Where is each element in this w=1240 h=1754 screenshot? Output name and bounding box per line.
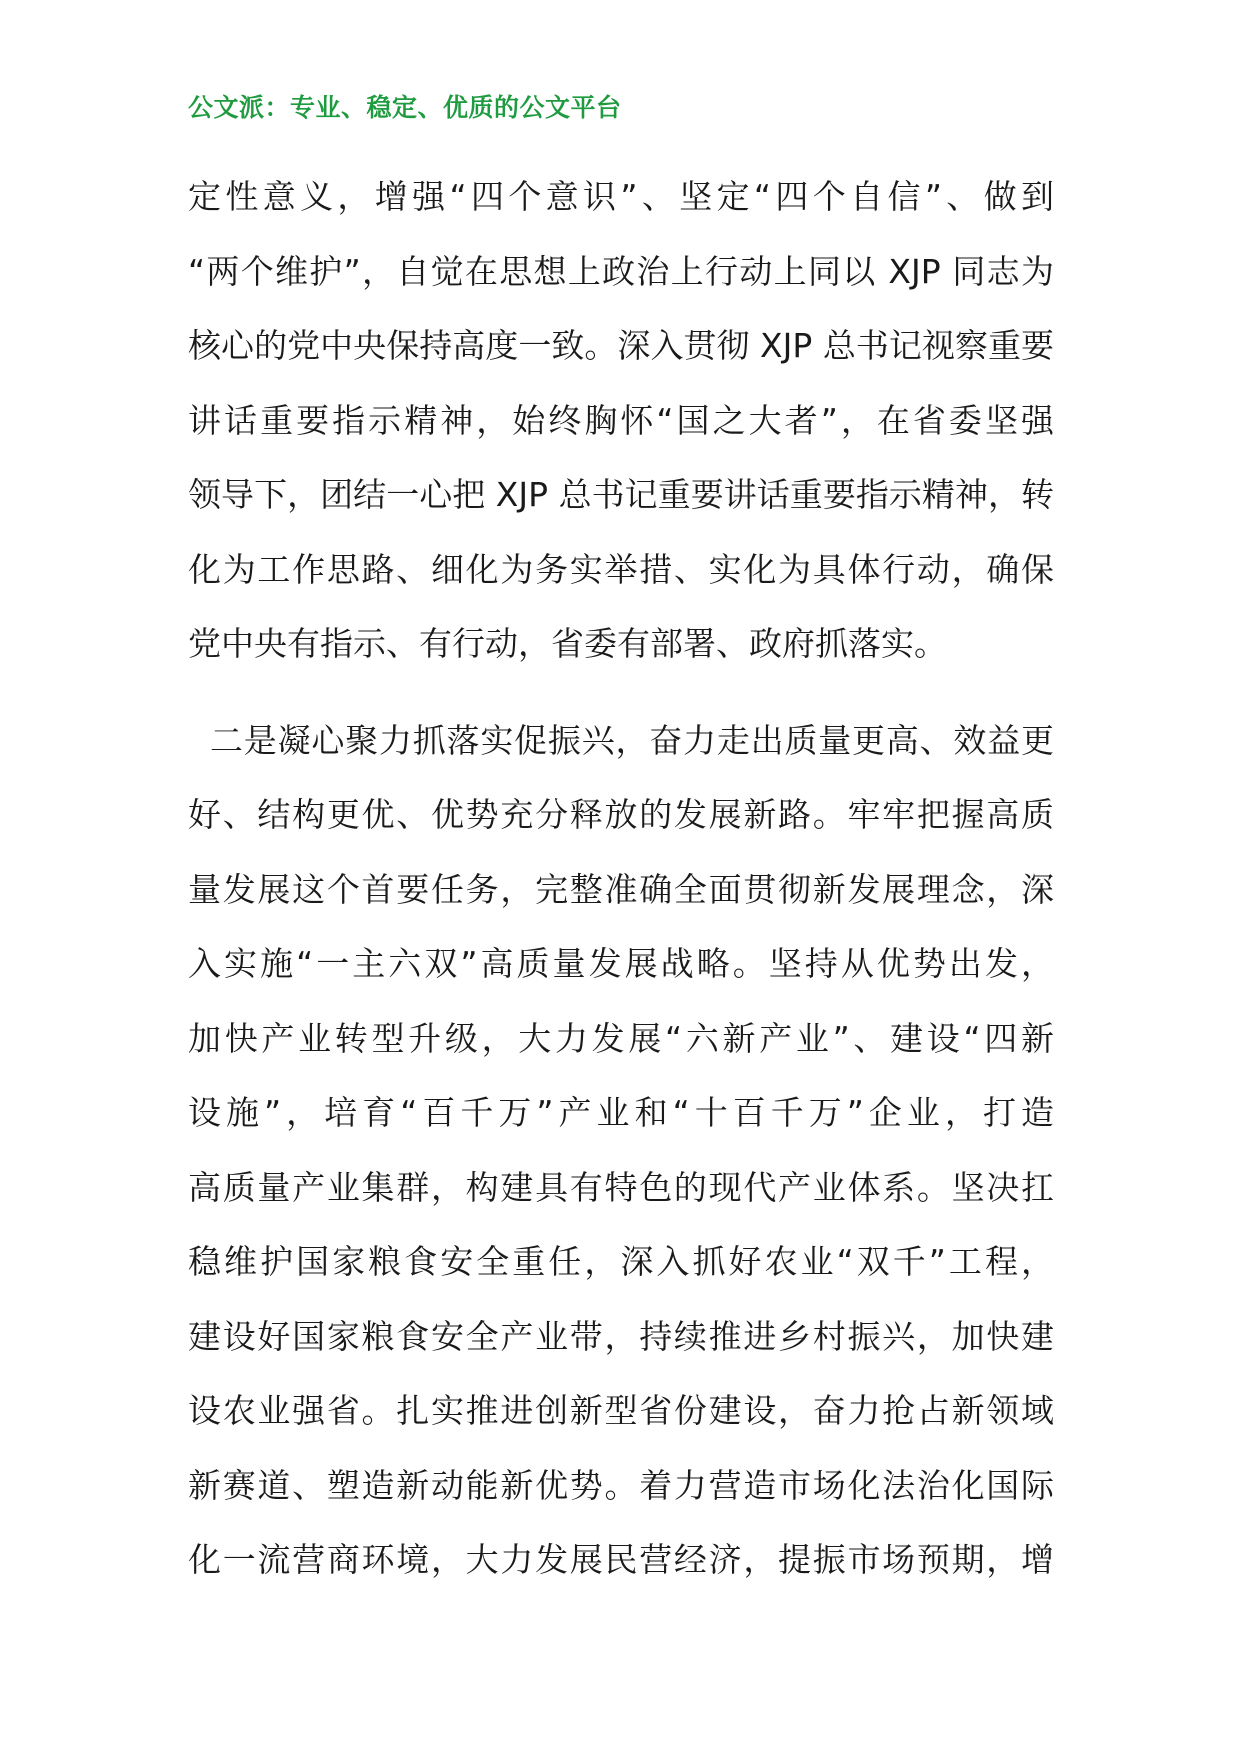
text-line: “两个维护”，自觉在思想上政治上行动上同以 XJP 同志为 (188, 251, 1054, 291)
text-line: 二是凝心聚力抓落实促振兴，奋力走出质量更高、效益更 (210, 720, 1054, 760)
text-line: 设农业强省。扎实推进创新型省份建设，奋力抢占新领域 (188, 1391, 1054, 1430)
text-line: 化一流营商环境，大力发展民营经济，提振市场预期，增 (188, 1540, 1054, 1579)
text-line: 核心的党中央保持高度一致。深入贯彻 XJP 总书记视察重要 (188, 326, 1054, 365)
text-line: 量发展这个首要任务，完整准确全面贯彻新发展理念，深 (188, 869, 1054, 909)
text-line: 建设好国家粮食安全产业带，持续推进乡村振兴，加快建 (188, 1316, 1054, 1356)
text-line: 讲话重要指示精神，始终胸怀“国之大者”，在省委坚强 (188, 400, 1054, 440)
document-body (188, 160, 1054, 1598)
text-line: 党中央有指示、有行动，省委有部署、政府抓落实。 (188, 624, 947, 663)
paragraph-2 (188, 704, 1054, 1598)
text-line: 化为工作思路、细化为务实举措、实化为具体行动，确保 (188, 549, 1054, 589)
text-line: 加快产业转型升级，大力发展“六新产业”、建设“四新 (188, 1018, 1054, 1058)
text-line: 高质量产业集群，构建具有特色的现代产业体系。坚决扛 (188, 1167, 1054, 1207)
text-line: 领导下，团结一心把 XJP 总书记重要讲话重要指示精神，转 (188, 475, 1054, 514)
text-line: 好、结构更优、优势充分释放的发展新路。牢牢把握高质 (188, 795, 1054, 834)
text-line: 设施”，培育“百千万”产业和“十百千万”企业，打造 (188, 1093, 1054, 1132)
site-header: 公文派：专业、稳定、优质的公文平台 (188, 93, 622, 122)
text-line: 稳维护国家粮食安全重任，深入抓好农业“双千”工程， (188, 1242, 1054, 1281)
text-line: 新赛道、塑造新动能新优势。着力营造市场化法治化国际 (188, 1465, 1054, 1505)
text-line: 入实施“一主六双”高质量发展战略。坚持从优势出发， (188, 944, 1054, 983)
paragraph-spacer (188, 682, 1054, 704)
text-line: 定性意义，增强“四个意识”、坚定“四个自信”、做到 (188, 177, 1054, 216)
paragraph-1 (188, 160, 1054, 682)
